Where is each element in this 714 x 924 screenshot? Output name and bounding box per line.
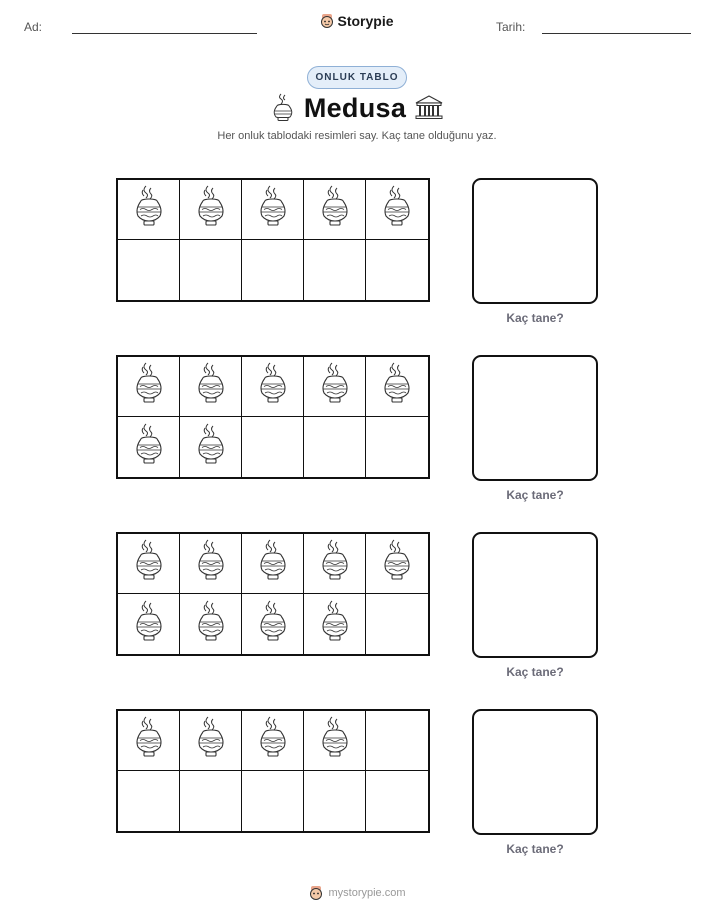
ten-frame-cell: [242, 534, 304, 594]
greek-temple-icon: [414, 95, 444, 121]
ten-frame-cell: [366, 534, 428, 594]
incense-pot-icon: [134, 600, 164, 649]
answer-box[interactable]: [472, 709, 598, 835]
answer-prompt: Kaç tane?: [506, 311, 564, 325]
brand-name: Storypie: [337, 13, 394, 29]
ten-frame-cell: [304, 417, 366, 477]
ten-frame-cell: [242, 417, 304, 477]
incense-pot-icon: [196, 423, 226, 472]
incense-pot-icon: [196, 362, 226, 411]
ten-frame: [116, 532, 430, 656]
ten-frame-cell: [242, 711, 304, 771]
ten-frame-cell: [180, 357, 242, 417]
ten-frame-cell: [180, 180, 242, 240]
footer: [0, 885, 714, 901]
ten-frame-cell: [180, 240, 242, 300]
ten-frame-cell: [180, 534, 242, 594]
ten-frame-cell: [180, 417, 242, 477]
incense-pot-icon: [258, 185, 288, 234]
ten-frame-cell: [118, 594, 180, 654]
ten-frame-cell: [180, 711, 242, 771]
incense-pot-icon: [196, 539, 226, 588]
incense-pot-icon: [382, 539, 412, 588]
ten-frame-cell: [366, 594, 428, 654]
ten-frame-cell: [304, 180, 366, 240]
page-title: Medusa: [303, 92, 407, 123]
ten-frame-cell: [304, 711, 366, 771]
answer-box[interactable]: [472, 178, 598, 304]
worksheet-badge: ONLUK TABLO: [307, 66, 407, 89]
incense-pot-icon: [134, 716, 164, 765]
incense-pot-icon: [320, 539, 350, 588]
ten-frame-cell: [366, 180, 428, 240]
footer-url: mystorypie.com: [328, 887, 406, 899]
storypie-mascot-icon: [320, 13, 334, 29]
ten-frame-cell: [304, 240, 366, 300]
ten-frame-cell: [118, 180, 180, 240]
incense-pot-icon: [134, 362, 164, 411]
name-label: Ad:: [24, 20, 43, 34]
incense-pot-icon: [382, 185, 412, 234]
incense-pot-icon: [258, 362, 288, 411]
ten-frame-cell: [304, 771, 366, 831]
ten-frame-cell: [242, 771, 304, 831]
incense-pot-icon: [270, 92, 296, 124]
ten-frame: [116, 709, 430, 833]
storypie-mascot-icon: [308, 885, 324, 901]
answer-box[interactable]: [472, 355, 598, 481]
ten-frame-cell: [118, 357, 180, 417]
incense-pot-icon: [196, 185, 226, 234]
answer-box[interactable]: [472, 532, 598, 658]
ten-frame-cell: [304, 594, 366, 654]
answer-prompt: Kaç tane?: [506, 488, 564, 502]
incense-pot-icon: [258, 600, 288, 649]
incense-pot-icon: [320, 185, 350, 234]
ten-frame-cell: [366, 771, 428, 831]
ten-frame-cell: [366, 417, 428, 477]
incense-pot-icon: [134, 539, 164, 588]
incense-pot-icon: [134, 185, 164, 234]
ten-frame-cell: [118, 771, 180, 831]
incense-pot-icon: [196, 600, 226, 649]
ten-frame-cell: [180, 771, 242, 831]
brand: [0, 13, 714, 29]
ten-frame-cell: [118, 534, 180, 594]
ten-frame: [116, 178, 430, 302]
incense-pot-icon: [320, 362, 350, 411]
incense-pot-icon: [196, 716, 226, 765]
ten-frame-cell: [366, 357, 428, 417]
ten-frame-cell: [242, 240, 304, 300]
ten-frame-cell: [366, 711, 428, 771]
ten-frame-cell: [304, 534, 366, 594]
instructions: Her onluk tablodaki resimleri say. Kaç tane olduğunu yaz.: [217, 130, 497, 142]
incense-pot-icon: [258, 539, 288, 588]
title-row: [0, 88, 714, 128]
ten-frame-cell: [366, 240, 428, 300]
ten-frame-cell: [118, 240, 180, 300]
ten-frame-cell: [242, 180, 304, 240]
answer-prompt: Kaç tane?: [506, 665, 564, 679]
name-line[interactable]: [72, 33, 257, 34]
ten-frame-cell: [118, 417, 180, 477]
ten-frame-cell: [304, 357, 366, 417]
date-label: Tarih:: [496, 20, 526, 34]
date-line[interactable]: [542, 33, 691, 34]
incense-pot-icon: [382, 362, 412, 411]
ten-frame-cell: [242, 594, 304, 654]
incense-pot-icon: [320, 600, 350, 649]
incense-pot-icon: [134, 423, 164, 472]
incense-pot-icon: [258, 716, 288, 765]
ten-frame-cell: [118, 711, 180, 771]
answer-prompt: Kaç tane?: [506, 842, 564, 856]
ten-frame: [116, 355, 430, 479]
incense-pot-icon: [320, 716, 350, 765]
ten-frame-cell: [180, 594, 242, 654]
ten-frame-cell: [242, 357, 304, 417]
